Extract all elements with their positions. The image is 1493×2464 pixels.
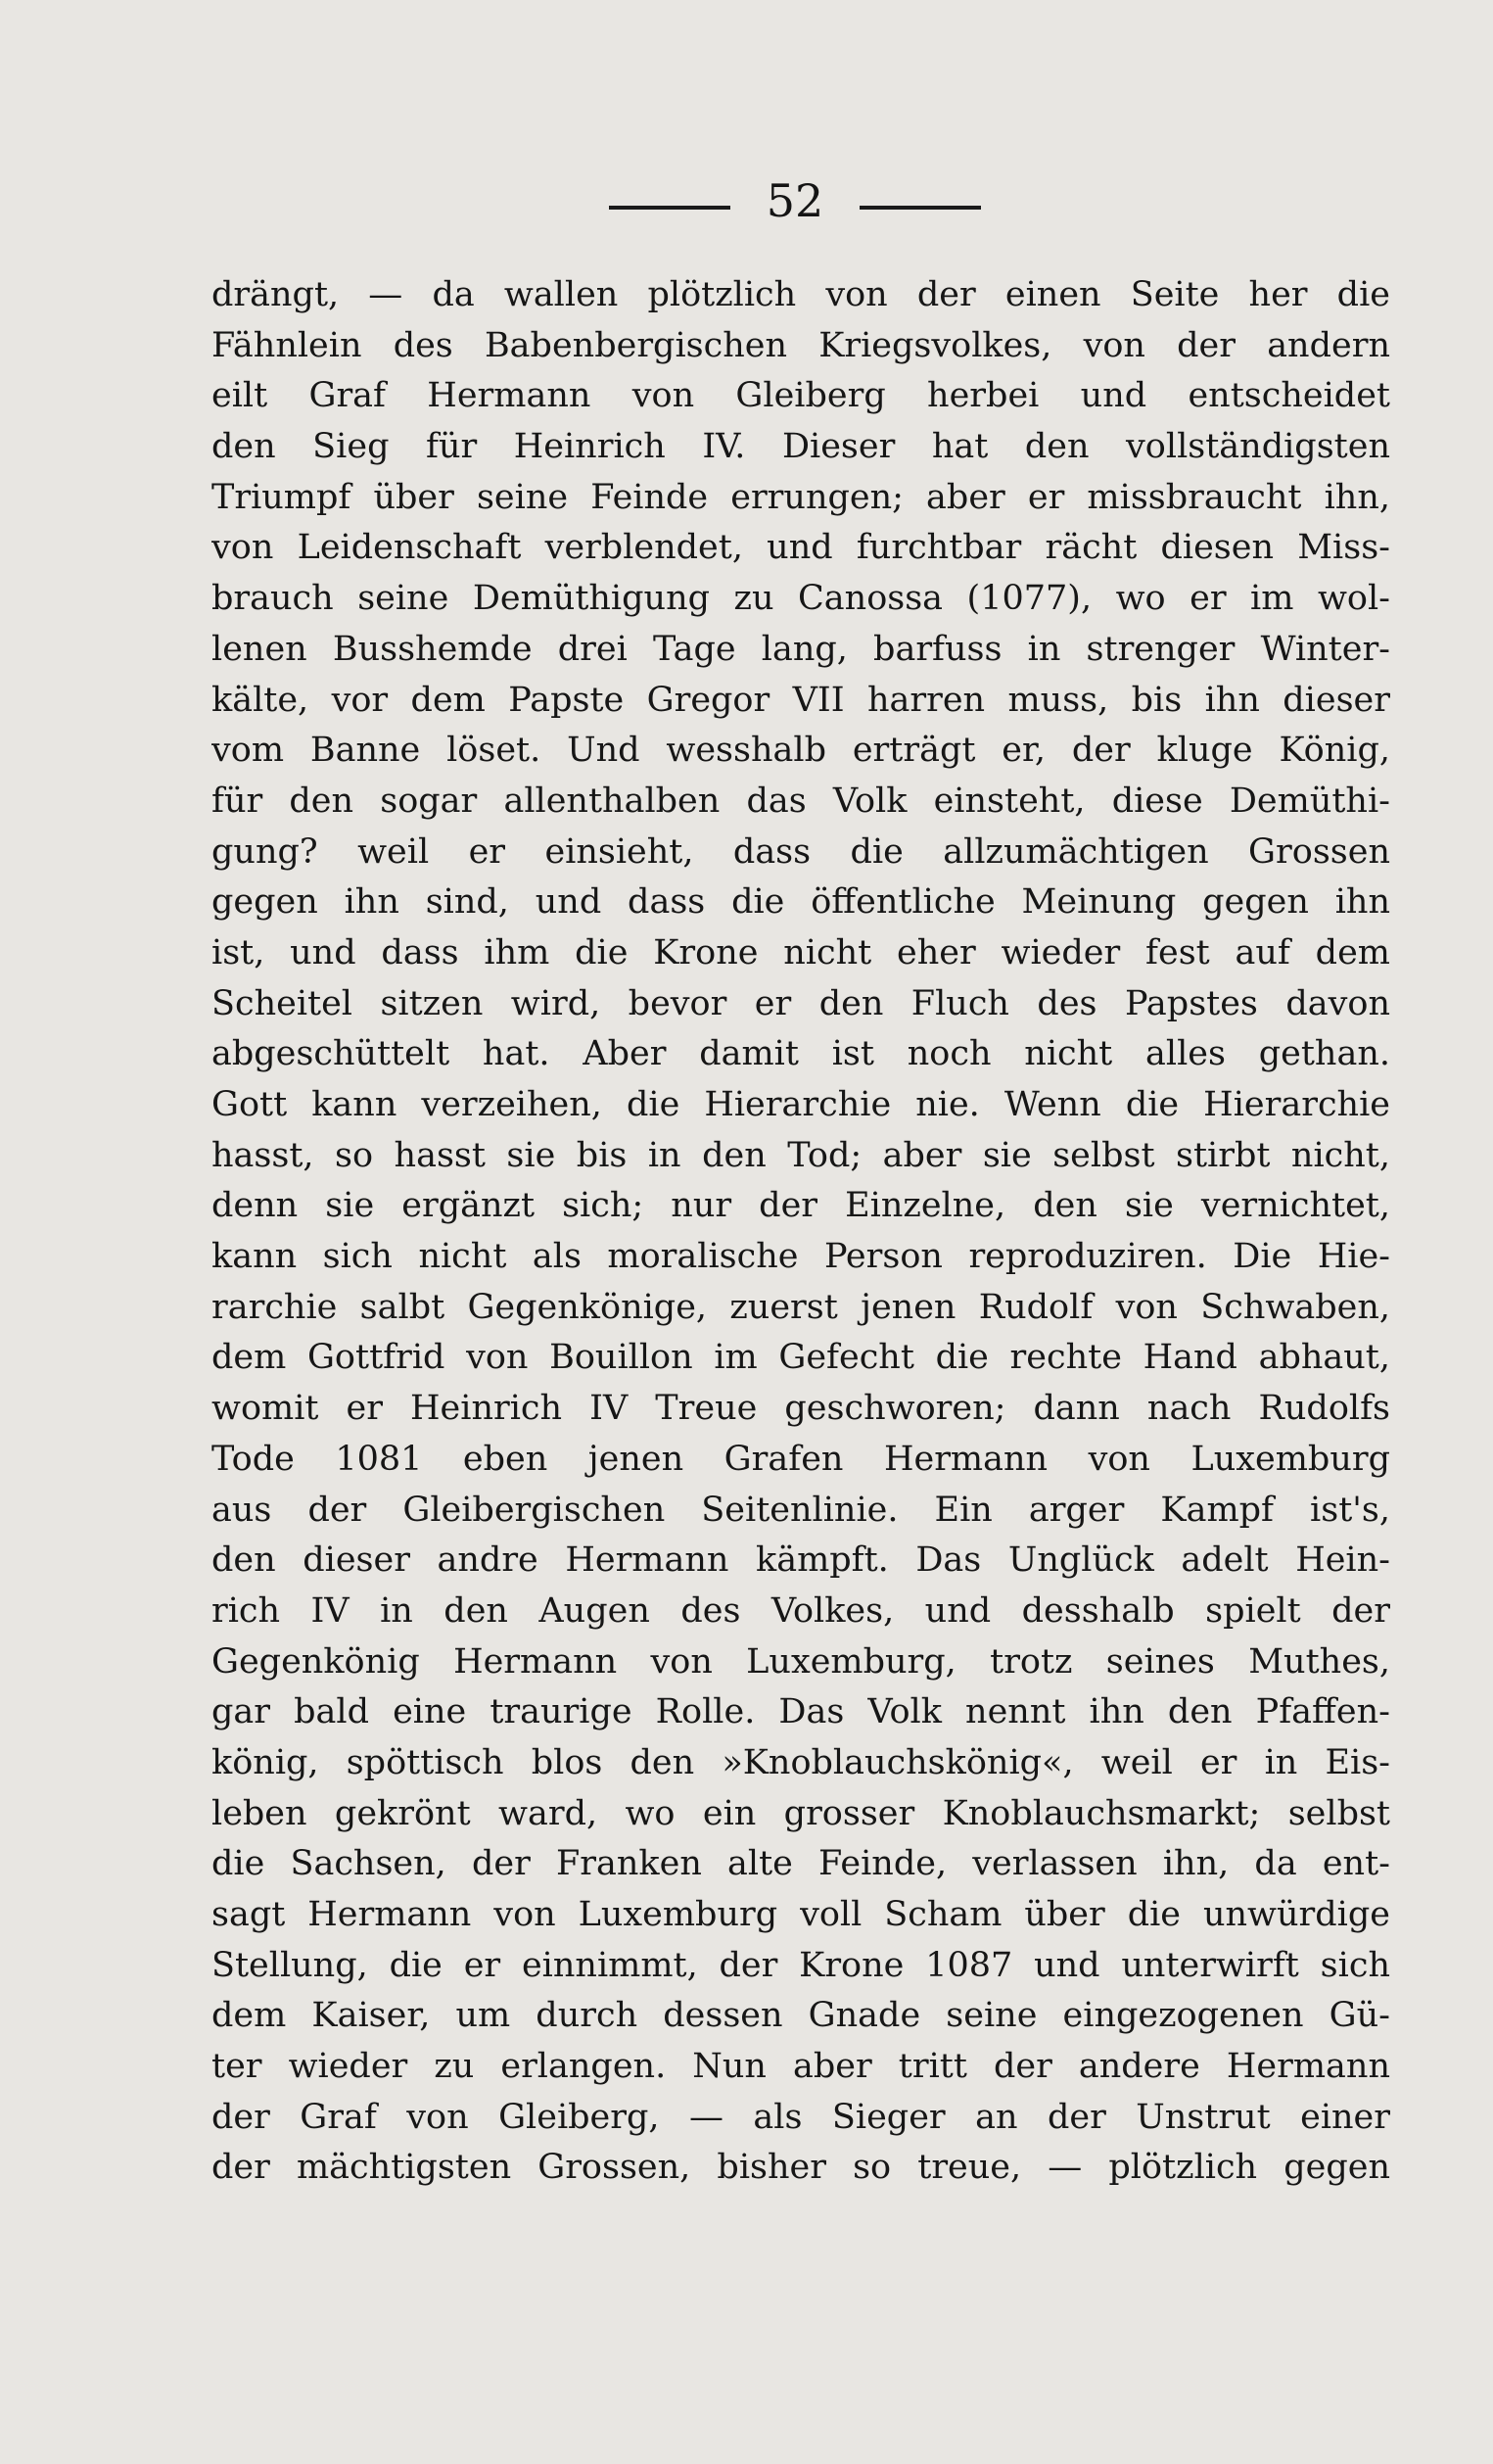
page-number: 52 bbox=[766, 174, 824, 227]
text-line: rarchie salbt Gegenkönige, zuerst jenen Rudolf von Schwaben, bbox=[211, 1287, 1390, 1327]
text-line: Gegenkönig Hermann von Luxemburg, trotz seines Muthes, bbox=[211, 1641, 1390, 1682]
body-text bbox=[211, 270, 1390, 2194]
text-line: der Graf von Gleiberg, — als Sieger an der Unstrut einer bbox=[211, 2097, 1390, 2137]
header-rule-right bbox=[860, 206, 981, 210]
text-line: Gott kann verzeihen, die Hierarchie nie. Wenn die Hierarchie bbox=[211, 1085, 1390, 1124]
text-line: aus der Gleibergischen Seitenlinie. Ein arger Kampf ist's, bbox=[211, 1490, 1390, 1530]
text-line: ter wieder zu erlangen. Nun aber tritt der andere Hermann bbox=[211, 2047, 1390, 2087]
text-line: könig, spöttisch blos den »Knoblauchskönig«, weil er in Eis- bbox=[211, 1742, 1390, 1782]
text-line: kälte, vor dem Papste Gregor VII harren muss, bis ihn dieser bbox=[211, 680, 1390, 720]
text-line: dem Kaiser, um durch dessen Gnade seine eingezogenen Gü- bbox=[211, 1996, 1390, 2036]
text-line: hasst, so hasst sie bis in den Tod; aber sie selbst stirbt nicht, bbox=[211, 1135, 1390, 1175]
text-line: abgeschüttelt hat. Aber damit ist noch nicht alles gethan. bbox=[211, 1034, 1390, 1074]
text-line: von Leidenschaft verblendet, und furchtbar rächt diesen Miss- bbox=[211, 528, 1390, 568]
text-line: womit er Heinrich IV Treue geschworen; dann nach Rudolfs bbox=[211, 1389, 1390, 1429]
text-line: Tode 1081 eben jenen Grafen Hermann von Luxemburg bbox=[211, 1439, 1390, 1479]
text-line: kann sich nicht als moralische Person reproduziren. Die Hie- bbox=[211, 1237, 1390, 1277]
text-line: für den sogar allenthalben das Volk einsteht, diese Demüthi- bbox=[211, 781, 1390, 821]
text-line: Stellung, die er einnimmt, der Krone 1087 und unterwirft sich bbox=[211, 1945, 1390, 1985]
text-line: vom Banne löset. Und wesshalb erträgt er, der kluge König, bbox=[211, 731, 1390, 771]
text-line: der mächtigsten Grossen, bisher so treue, — plötzlich gegen bbox=[211, 2148, 1390, 2188]
text-line: drängt, — da wallen plötzlich von der einen Seite her die bbox=[211, 275, 1390, 314]
text-line: denn sie ergänzt sich; nur der Einzelne, den sie vernichtet, bbox=[211, 1186, 1390, 1226]
text-line: ist, und dass ihm die Krone nicht eher wieder fest auf dem bbox=[211, 932, 1390, 972]
text-line: den dieser andre Hermann kämpft. Das Unglück adelt Hein- bbox=[211, 1540, 1390, 1581]
text-line: Triumpf über seine Feinde errungen; aber er missbraucht ihn, bbox=[211, 477, 1390, 517]
page-header bbox=[0, 166, 1493, 235]
text-line: eilt Graf Hermann von Gleiberg herbei und entscheidet bbox=[211, 376, 1390, 416]
text-line: lenen Busshemde drei Tage lang, barfuss in strenger Winter- bbox=[211, 629, 1390, 669]
text-line: den Sieg für Heinrich IV. Dieser hat den vollständigsten bbox=[211, 427, 1390, 467]
text-line: Fähnlein des Babenbergischen Kriegsvolkes, von der andern bbox=[211, 325, 1390, 365]
text-line: gung? weil er einsieht, dass die allzumächtigen Grossen bbox=[211, 831, 1390, 872]
text-line: sagt Hermann von Luxemburg voll Scham über die unwürdige bbox=[211, 1895, 1390, 1934]
text-line: die Sachsen, der Franken alte Feinde, verlassen ihn, da ent- bbox=[211, 1844, 1390, 1884]
text-line: rich IV in den Augen des Volkes, und desshalb spielt der bbox=[211, 1590, 1390, 1631]
text-line: brauch seine Demüthigung zu Canossa (1077), wo er im wol- bbox=[211, 579, 1390, 619]
text-line: Scheitel sitzen wird, bevor er den Fluch des Papstes davon bbox=[211, 983, 1390, 1023]
text-line: gar bald eine traurige Rolle. Das Volk nennt ihn den Pfaffen- bbox=[211, 1692, 1390, 1732]
header-rule-left bbox=[609, 206, 730, 210]
text-line: leben gekrönt ward, wo ein grosser Knoblauchsmarkt; selbst bbox=[211, 1793, 1390, 1833]
text-line: gegen ihn sind, und dass die öffentliche Meinung gegen ihn bbox=[211, 882, 1390, 923]
text-line: dem Gottfrid von Bouillon im Gefecht die rechte Hand abhaut, bbox=[211, 1338, 1390, 1378]
